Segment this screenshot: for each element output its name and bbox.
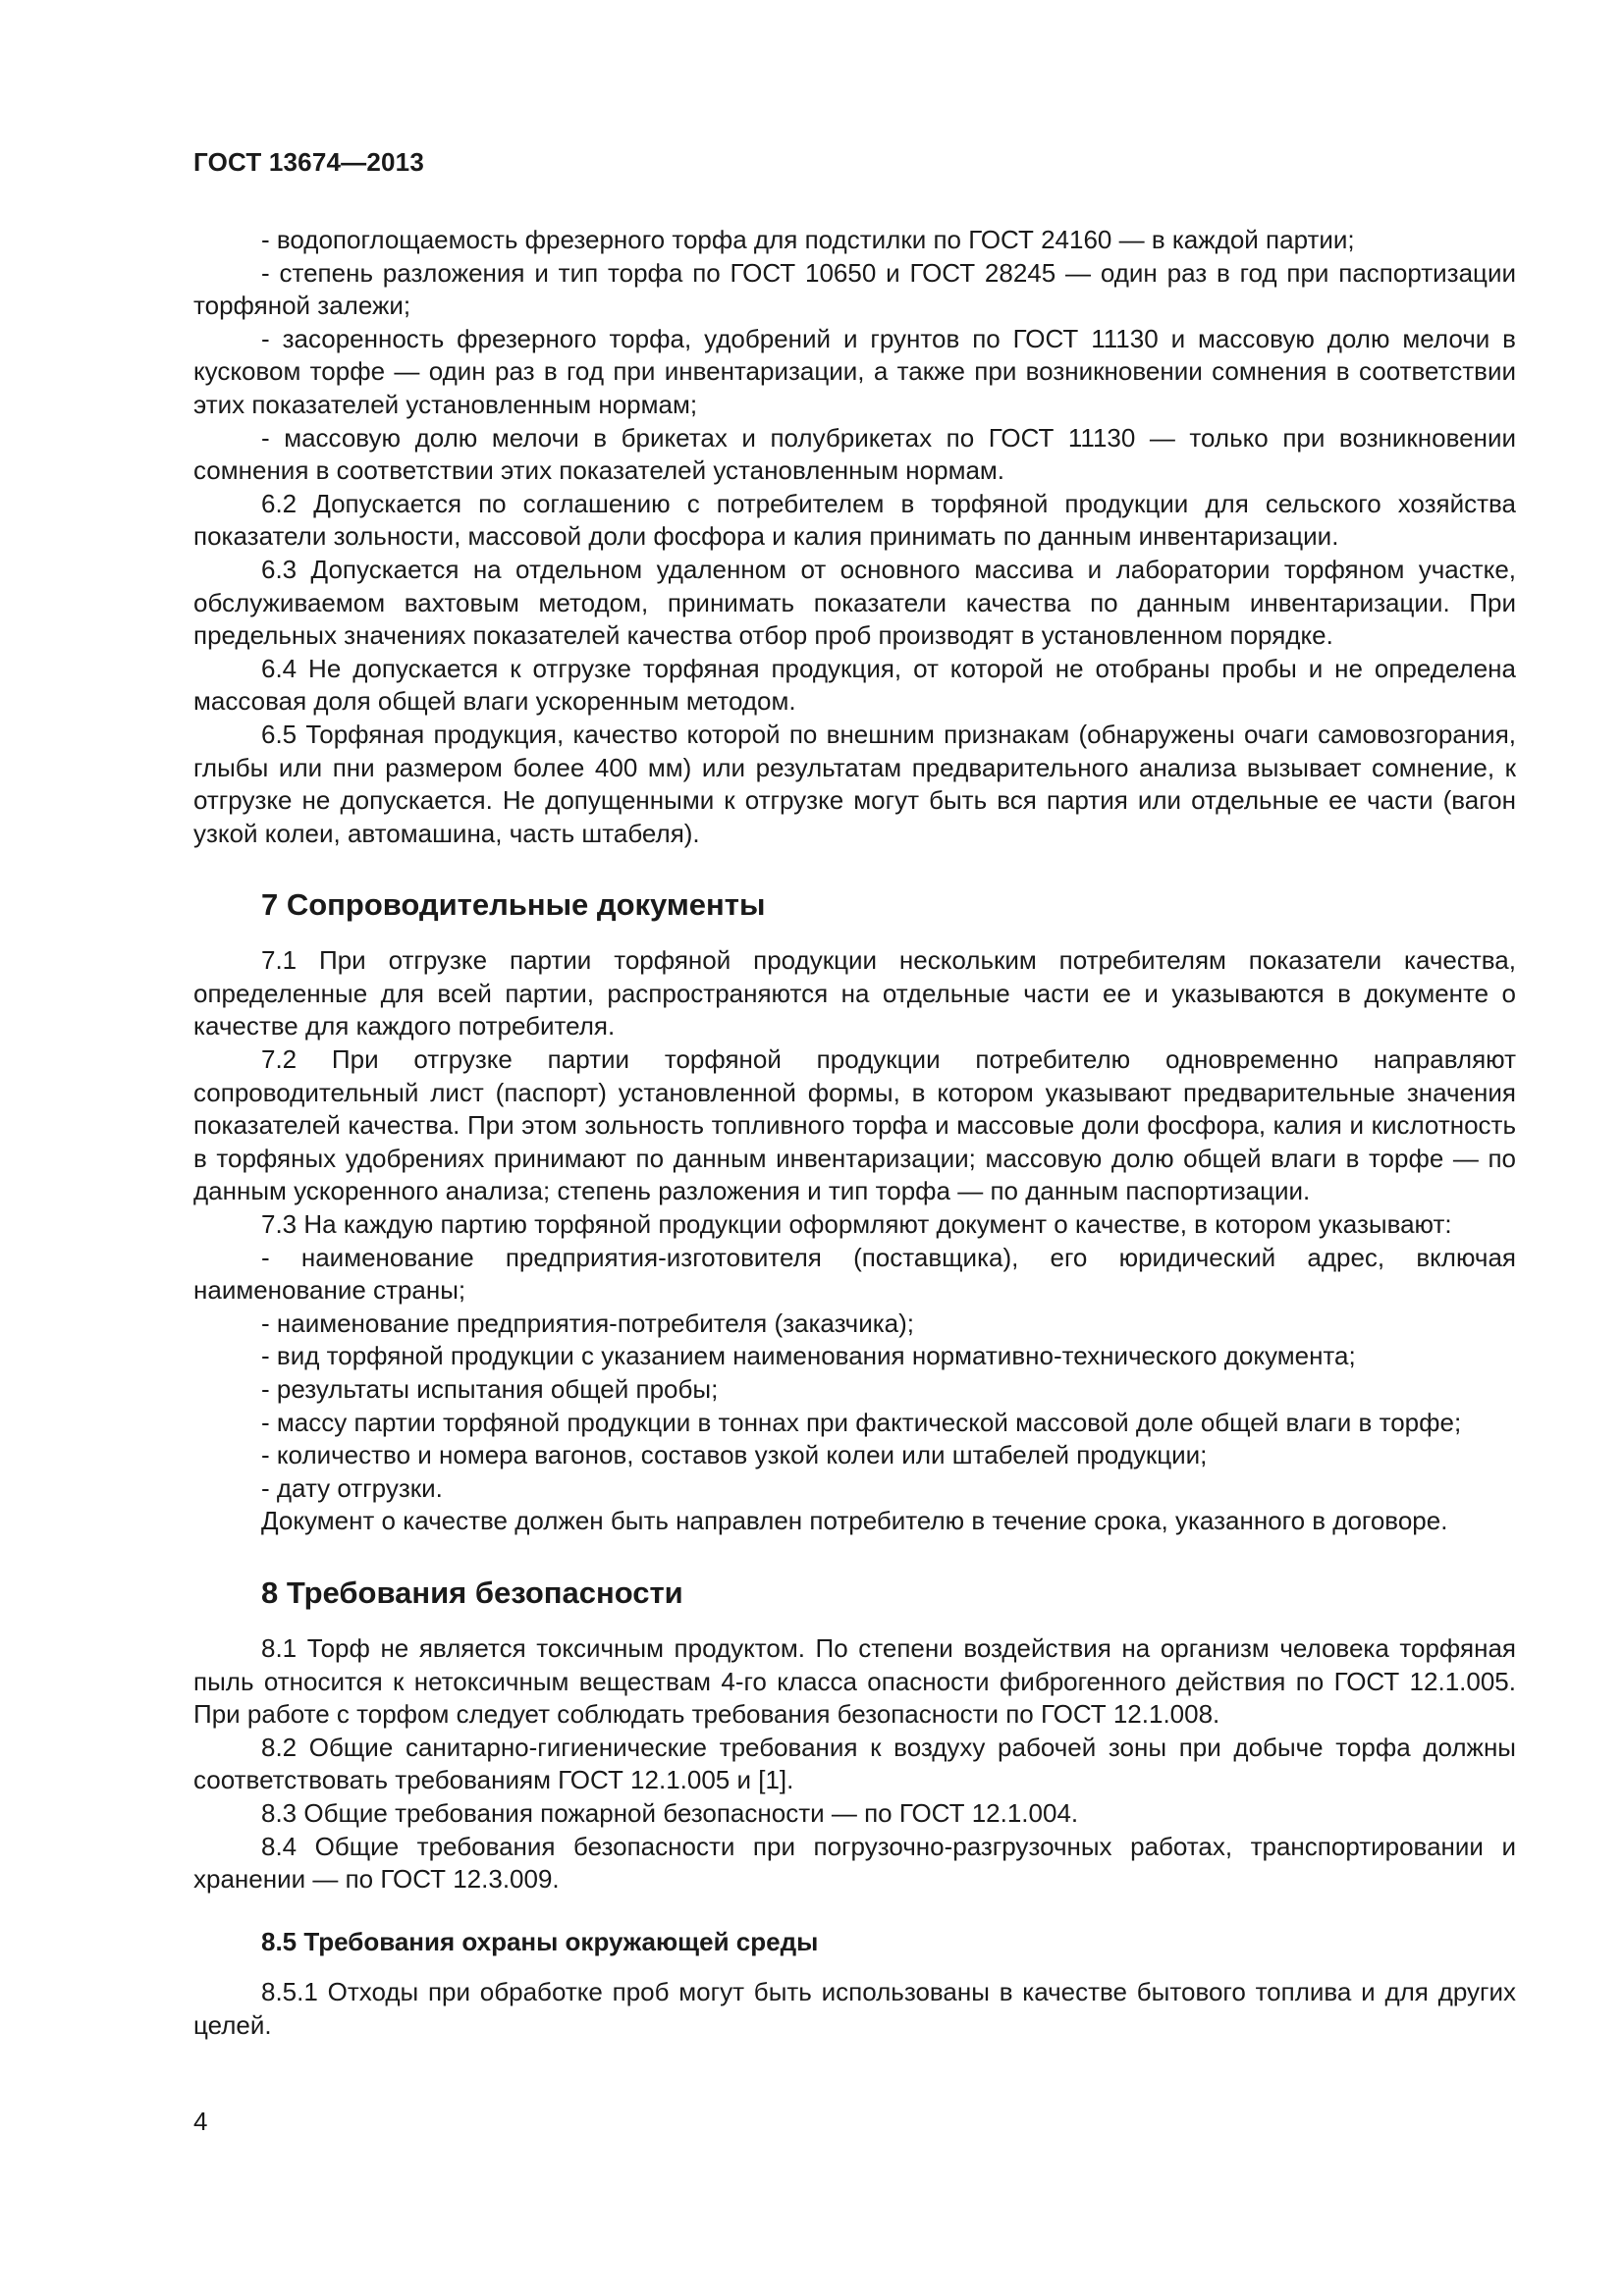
list-item: - результаты испытания общей пробы; bbox=[261, 1374, 719, 1404]
paragraph-6-2: 6.2 Допускается по соглашению с потребителем в торфяной продукции для сельского хозяйства показатели зольности, массовой доли фосфора и калия принимать по данным инвентаризации. bbox=[193, 488, 1516, 552]
list-item: - наименование предприятия-изготовителя (поставщика), его юридический адрес, включая наименование страны; bbox=[193, 1242, 1516, 1306]
list-item: - наименование предприятия-потребителя (заказчика); bbox=[261, 1308, 915, 1338]
paragraph-8-4: 8.4 Общие требования безопасности при погрузочно-разгрузочных работах, транспортировании и хранении — по ГОСТ 12.3.009. bbox=[193, 1831, 1516, 1895]
paragraph-7-closing: Документ о качестве должен быть направлен потребителю в течение срока, указанного в договоре. bbox=[261, 1506, 1448, 1536]
list-item: - засоренность фрезерного торфа, удобрений и грунтов по ГОСТ 11130 и массовую долю мелочи в кусковом торфе — один раз в год при инвентаризации, а также при возникновении сомнения в соответствии этих показателей установленным нормам; bbox=[193, 323, 1516, 419]
list-item: - дату отгрузки. bbox=[261, 1472, 443, 1503]
running-header-standard-id: ГОСТ 13674—2013 bbox=[193, 147, 424, 177]
paragraph-6-3: 6.3 Допускается на отдельном удаленном от основного массива и лаборатории торфяном участке, обслуживаемом вахтовым методом, принимать показатели качества по данным инвентаризации. При предельных значениях показателей качества отбор проб производят в установленном порядке. bbox=[193, 554, 1516, 651]
section-8-heading: 8 Требования безопасности bbox=[261, 1575, 683, 1610]
list-item: - массу партии торфяной продукции в тоннах при фактической массовой доле общей влаги в торфе; bbox=[261, 1407, 1462, 1437]
paragraph-6-4: 6.4 Не допускается к отгрузке торфяная продукция, от которой не отобраны пробы и не определена массовая доля общей влаги ускоренным методом. bbox=[193, 653, 1516, 717]
list-item: - водопоглощаемость фрезерного торфа для подстилки по ГОСТ 24160 — в каждой партии; bbox=[261, 225, 1355, 254]
paragraph-8-1: 8.1 Торф не является токсичным продуктом. По степени воздействия на организм человека торфяная пыль относится к нетоксичным веществам 4-го класса опасности фиброгенного действия по ГОСТ 12.1.005. При работе с торфом следует соблюдать требования безопасности по ГОСТ 12.1.008. bbox=[193, 1632, 1516, 1730]
subsection-8-5-heading: 8.5 Требования охраны окружающей среды bbox=[261, 1926, 819, 1956]
paragraph-8-3: 8.3 Общие требования пожарной безопасности — по ГОСТ 12.1.004. bbox=[261, 1797, 1079, 1828]
paragraph-7-3: 7.3 На каждую партию торфяной продукции оформляют документ о качестве, в котором указывают: bbox=[261, 1209, 1452, 1240]
list-item: - степень разложения и тип торфа по ГОСТ 10650 и ГОСТ 28245 — один раз в год при паспортизации торфяной залежи; bbox=[193, 257, 1516, 321]
paragraph-8-5-1: 8.5.1 Отходы при обработке проб могут быть использованы в качестве бытового топлива и для других целей. bbox=[193, 1977, 1516, 2040]
paragraph-7-2: 7.2 При отгрузке партии торфяной продукции потребителю одновременно направляют сопроводительный лист (паспорт) установленной формы, в котором указывают предварительные значения показателей качества. При этом зольность топливного торфа и массовые доли фосфора, калия и кислотность в торфяных удобрениях принимают по данным инвентаризации; массовую долю общей влаги в торфе — по данным ускоренного анализа; степень разложения и тип торфа — по данным паспортизации. bbox=[193, 1044, 1516, 1206]
section-7-heading: 7 Сопроводительные документы bbox=[261, 887, 766, 923]
list-item: - массовую долю мелочи в брикетах и полубрикетах по ГОСТ 11130 — только при возникновении сомнения в соответствии этих показателей установленным нормам. bbox=[193, 422, 1516, 486]
paragraph-6-5: 6.5 Торфяная продукция, качество которой по внешним признакам (обнаружены очаги самовозгорания, глыбы или пни размером более 400 мм) или результатам предварительного анализа вызывает сомнение, к отгрузке не допускается. Не допущенными к отгрузке могут быть вся партия или отдельные ее части (вагон узкой колеи, автомашина, часть штабеля). bbox=[193, 719, 1516, 848]
paragraph-8-2: 8.2 Общие санитарно-гигиенические требования к воздуху рабочей зоны при добыче торфа должны соответствовать требованиям ГОСТ 12.1.005 и [1]. bbox=[193, 1732, 1516, 1795]
paragraph-7-1: 7.1 При отгрузке партии торфяной продукции нескольким потребителям показатели качества, определенные для всей партии, распространяются на отдельные части ее и указываются в документе о качестве для каждого потребителя. bbox=[193, 945, 1516, 1041]
list-item: - количество и номера вагонов, составов узкой колеи или штабелей продукции; bbox=[261, 1440, 1208, 1470]
page-number: 4 bbox=[193, 2107, 208, 2136]
document-body bbox=[193, 224, 1516, 2043]
list-item: - вид торфяной продукции с указанием наименования нормативно-технического документа; bbox=[261, 1341, 1356, 1371]
